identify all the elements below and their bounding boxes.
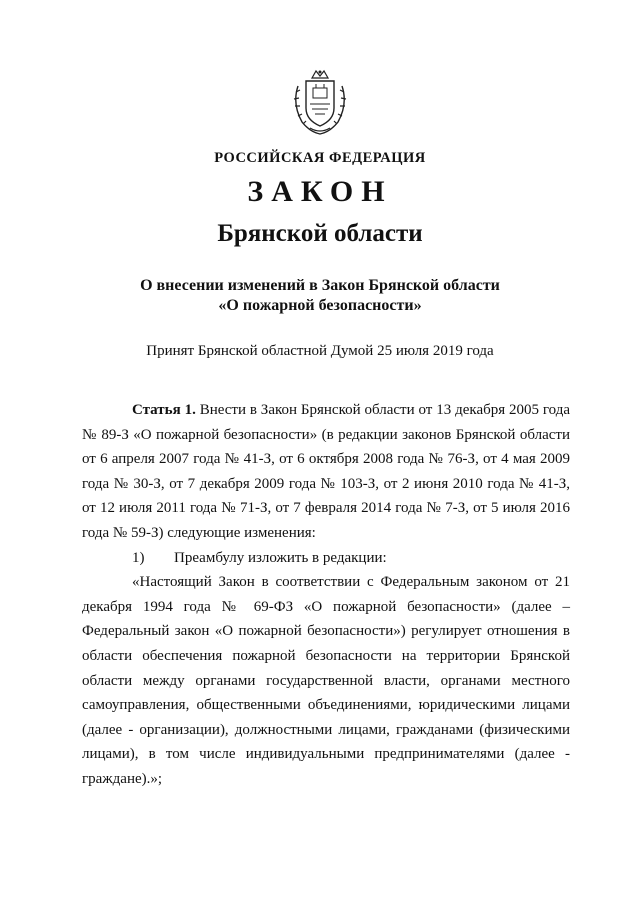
coat-of-arms-icon	[288, 68, 352, 136]
article-text: Внести в Закон Брянской области от 13 декабря 2005 года № 89-З «О пожарной безопасности» (в редакции законов Брянской области от 6 апреля 2007 года № 41-З, от 6 октября 2008 года № 76-З, от 4 мая 2009 года № 30-З, от 7 декабря 2009 года № 103-З, от 2 июня 2010 года № 41-З, от 12 июля 2011 года № 71-З, от 7 февраля 2014 года № 7-З, от 5 июля 2016 года № 59-З) следующие изменения:	[82, 402, 570, 541]
region-heading: Брянской области	[217, 220, 423, 247]
country-heading: РОССИЙСКАЯ ФЕДЕРАЦИЯ	[214, 150, 426, 166]
law-title	[0, 276, 640, 316]
quoted-preamble: «Настоящий Закон в соответствии с Федеральным законом от 21 декабря 1994 года № 69-ФЗ «О пожарной безопасности» (далее – Федеральный закон «О пожарной безопасности») регулирует отношения в области обеспечения пожарной безопасности на территории Брянской области между органами государственной власти, органами местного самоуправления, общественными объединениями, юридическими лицами (далее - организации), должностными лицами, гражданами (физическими лицами), в том числе индивидуальными предпринимателями (далее - граждане).»;	[82, 574, 570, 787]
law-body	[82, 398, 570, 792]
article-1-paragraph	[82, 398, 570, 546]
list-item-number: 1)	[132, 549, 145, 566]
document-type-heading: ЗАКОН	[247, 175, 393, 208]
law-title-line-2: «О пожарной безопасности»	[218, 297, 422, 314]
adoption-note: Принят Брянской областной Думой 25 июля 2019 года	[146, 343, 494, 359]
list-item-text: Преамбулу изложить в редакции:	[174, 549, 387, 566]
article-label: Статья 1.	[132, 402, 196, 418]
law-title-line-1: О внесении изменений в Закон Брянской области	[140, 277, 500, 294]
list-item-1	[82, 546, 570, 571]
